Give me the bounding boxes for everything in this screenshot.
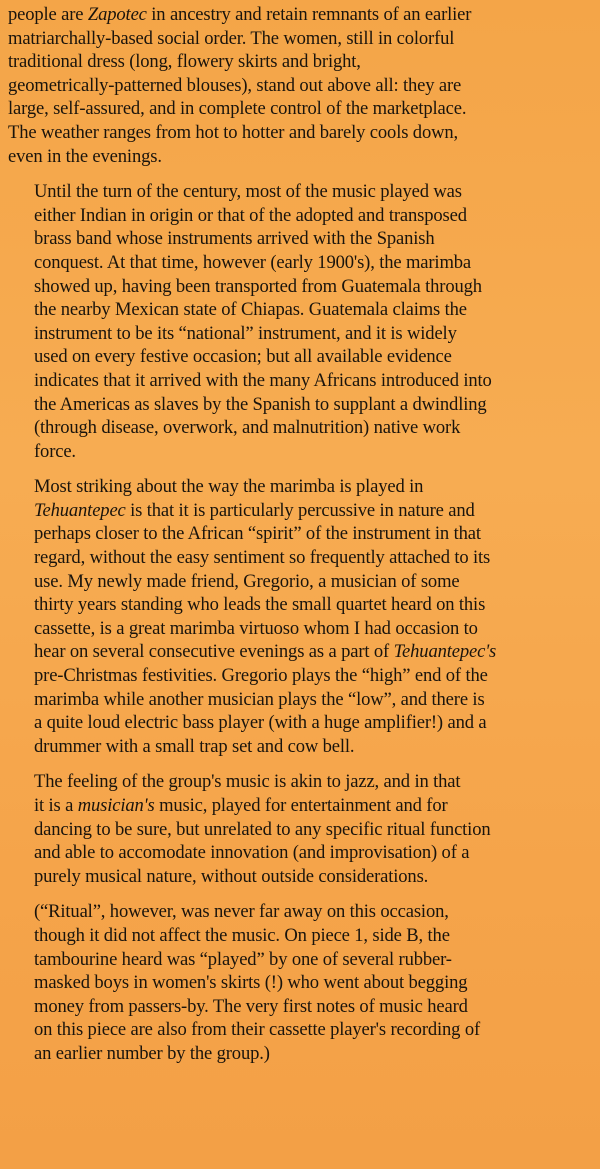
text-run: an earlier number by the group.)	[34, 1042, 270, 1064]
text-run: even in the evenings.	[8, 145, 162, 167]
text-line	[8, 345, 592, 369]
text-line	[8, 924, 592, 948]
text-run: people are	[8, 4, 88, 25]
text-line	[8, 664, 592, 688]
text-line	[8, 97, 592, 121]
italic-term: Tehuantepec	[34, 499, 126, 521]
text-line	[8, 570, 592, 594]
text-run: instrument to be its “national” instrument, and it is widely	[34, 322, 457, 344]
text-line	[8, 74, 592, 98]
text-line	[8, 818, 592, 842]
paragraph	[8, 900, 592, 1065]
text-line	[8, 204, 592, 228]
paragraph	[8, 770, 592, 888]
text-run: thirty years standing who leads the small quartet heard on this	[34, 594, 486, 616]
text-line	[8, 900, 592, 924]
text-run: a quite loud electric bass player (with a huge amplifier!) and a	[34, 712, 487, 734]
text-line	[8, 440, 592, 464]
text-line	[8, 640, 592, 664]
text-run: the nearby Mexican state of Chiapas. Guatemala claims the	[34, 299, 467, 321]
text-run: drummer with a small trap set and cow bell.	[34, 735, 355, 757]
text-line	[8, 841, 592, 865]
italic-term: Zapotec	[87, 4, 147, 25]
text-run: large, self-assured, and in complete control of the marketplace.	[8, 98, 467, 120]
text-line	[8, 298, 592, 322]
text-line	[8, 617, 592, 641]
text-run: tambourine heard was “played” by one of several rubber-	[34, 948, 452, 970]
text-run: matriarchally-based social order. The women, still in colorful	[8, 27, 455, 49]
text-run: force.	[34, 440, 76, 462]
text-line	[8, 735, 592, 759]
paragraph	[8, 475, 592, 758]
text-run: showed up, having been transported from Guatemala through	[34, 275, 482, 297]
text-run: pre-Christmas festivities. Gregorio plays the “high” end of the	[34, 665, 488, 687]
text-run: use. My newly made friend, Gregorio, a musician of some	[34, 570, 460, 592]
italic-term: musician's	[77, 795, 155, 816]
text-run: Most striking about the way the marimba is played in	[34, 476, 424, 498]
text-run: The feeling of the group's music is akin to jazz, and in that	[34, 771, 461, 793]
text-run: on this piece are also from their cassette player's recording of	[34, 1019, 481, 1041]
text-run: and able to accomodate innovation (and improvisation) of a	[34, 842, 470, 864]
italic-term: Tehuantepec's	[393, 641, 497, 663]
text-line	[8, 416, 592, 440]
text-line	[8, 251, 592, 275]
text-line	[8, 770, 592, 794]
text-run: in ancestry and retain remnants of an earlier	[146, 4, 472, 25]
text-run: perhaps closer to the African “spirit” of the instrument in that	[34, 523, 481, 545]
text-run: the Americas as slaves by the Spanish to supplant a dwindling	[34, 393, 487, 415]
text-line	[8, 499, 592, 523]
text-line	[8, 393, 592, 417]
text-line	[8, 794, 592, 818]
text-run: music, played for entertainment and for	[154, 795, 448, 816]
text-line	[8, 593, 592, 617]
text-line	[8, 145, 592, 169]
text-run: either Indian in origin or that of the adopted and transposed	[34, 204, 467, 226]
text-run: purely musical nature, without outside considerations.	[34, 865, 429, 887]
text-line	[8, 3, 592, 27]
text-run: regard, without the easy sentiment so frequently attached to its	[34, 547, 491, 569]
text-run: conquest. At that time, however (early 1900's), the marimba	[34, 251, 472, 273]
text-run: The weather ranges from hot to hotter and barely cools down,	[8, 121, 459, 143]
text-line	[8, 369, 592, 393]
text-run: is that it is particularly percussive in nature and	[125, 499, 475, 521]
text-line	[8, 1018, 592, 1042]
text-run: brass band whose instruments arrived with the Spanish	[34, 228, 435, 250]
paragraph	[8, 3, 592, 168]
text-line	[8, 27, 592, 51]
text-line	[8, 322, 592, 346]
text-run: money from passers-by. The very first notes of music heard	[34, 995, 468, 1017]
text-run: masked boys in women's skirts (!) who went about begging	[34, 972, 468, 994]
text-run: though it did not affect the music. On piece 1, side B, the	[34, 924, 450, 946]
text-run: traditional dress (long, flowery skirts and bright,	[8, 51, 361, 73]
text-line	[8, 180, 592, 204]
text-line	[8, 865, 592, 889]
text-run: used on every festive occasion; but all available evidence	[34, 346, 452, 368]
document-body	[8, 3, 592, 1066]
text-run: cassette, is a great marimba virtuoso whom I had occasion to	[34, 617, 478, 639]
text-run: (through disease, overwork, and malnutrition) native work	[34, 417, 461, 439]
text-line	[8, 948, 592, 972]
text-line	[8, 546, 592, 570]
text-run: (“Ritual”, however, was never far away on this occasion,	[34, 901, 449, 923]
text-line	[8, 121, 592, 145]
text-line	[8, 688, 592, 712]
text-line	[8, 971, 592, 995]
text-run: indicates that it arrived with the many Africans introduced into	[34, 369, 492, 391]
text-line	[8, 711, 592, 735]
text-line	[8, 227, 592, 251]
paragraph	[8, 180, 592, 463]
text-line	[8, 1042, 592, 1066]
text-line	[8, 475, 592, 499]
text-run: marimba while another musician plays the “low”, and there is	[34, 688, 485, 710]
text-line	[8, 522, 592, 546]
text-line	[8, 50, 592, 74]
text-run: dancing to be sure, but unrelated to any specific ritual function	[34, 818, 491, 840]
text-line	[8, 995, 592, 1019]
text-line	[8, 275, 592, 299]
text-run: geometrically-patterned blouses), stand out above all: they are	[8, 74, 462, 96]
text-run: hear on several consecutive evenings as a part of	[34, 641, 394, 663]
text-run: Until the turn of the century, most of the music played was	[34, 181, 462, 203]
text-run: it is a	[34, 795, 78, 816]
